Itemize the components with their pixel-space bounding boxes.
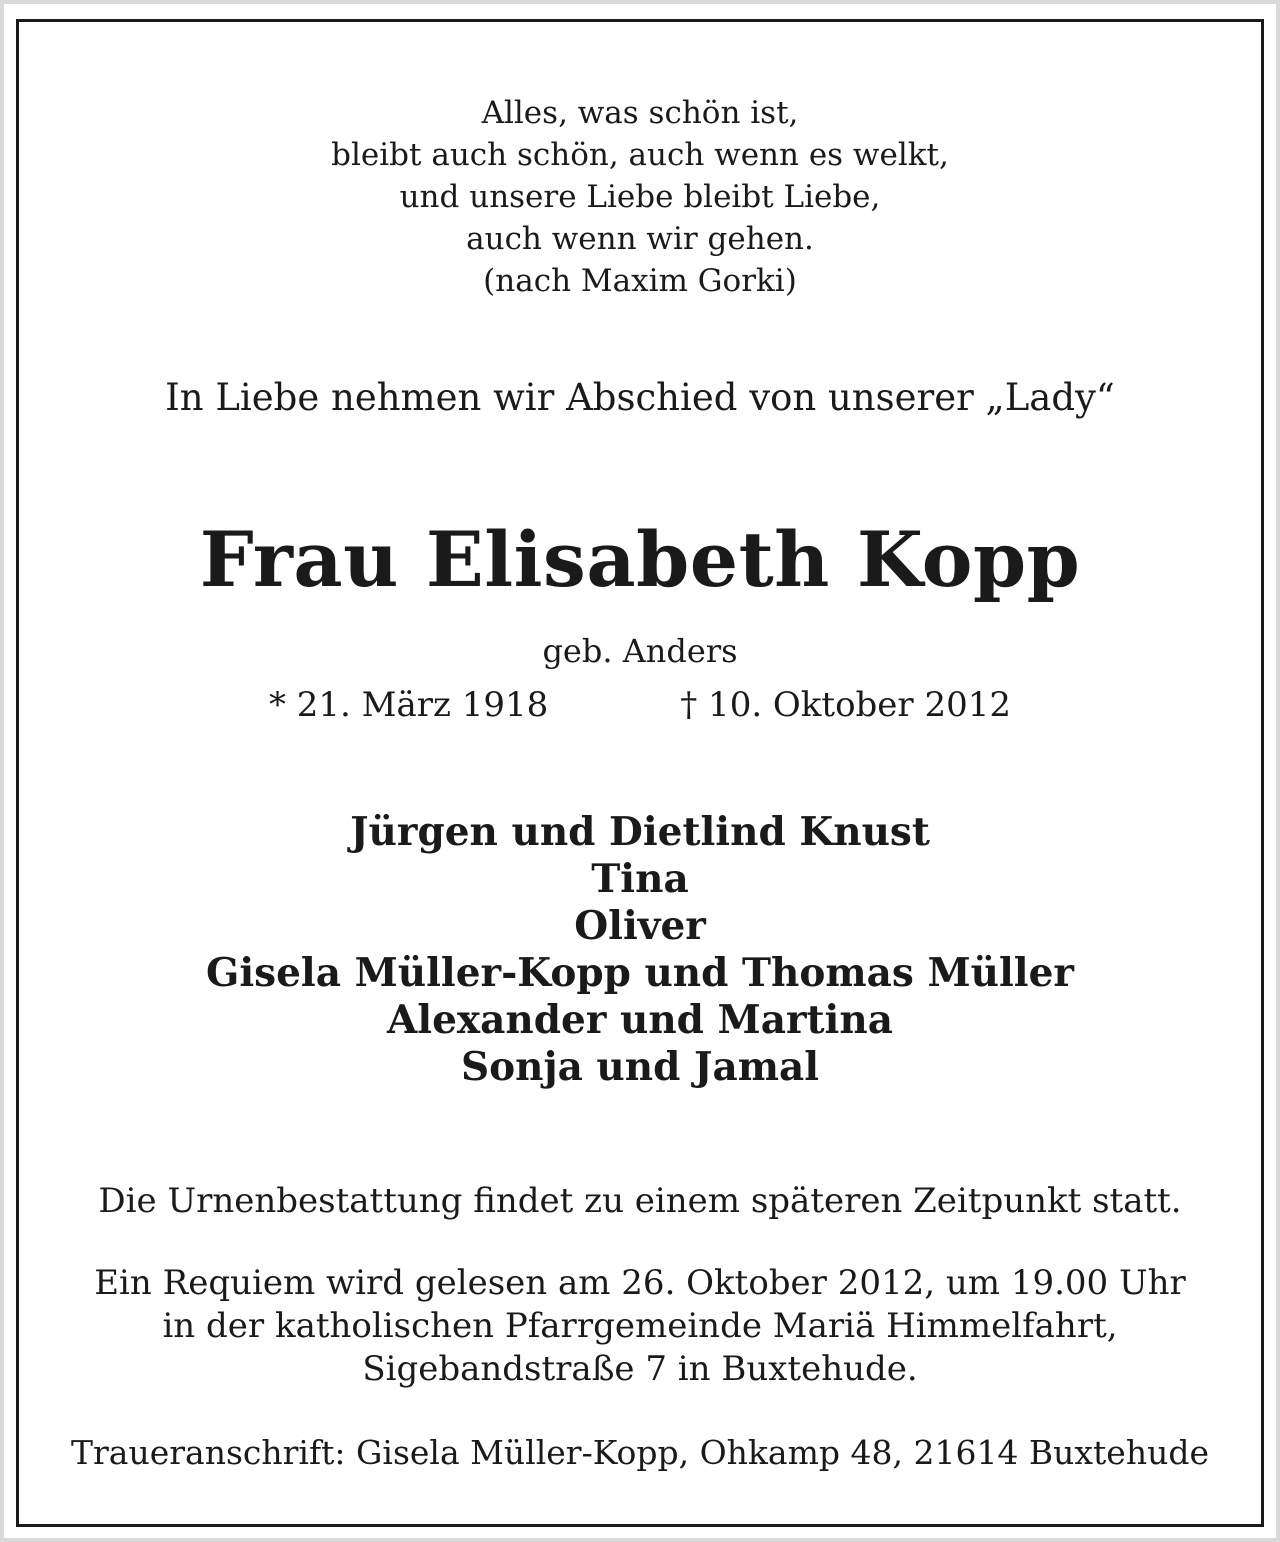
motto-quote [19, 92, 1261, 302]
mourner-line: Oliver [574, 903, 706, 949]
motto-attribution: (nach Maxim Gorki) [483, 263, 797, 299]
birth-name: geb. Anders [542, 632, 738, 670]
mourner-line: Gisela Müller-Kopp und Thomas Müller [206, 950, 1074, 996]
mourners-list [19, 809, 1261, 1091]
motto-line: und unsere Liebe bleibt Liebe, [399, 179, 881, 215]
motto-line: auch wenn wir gehen. [466, 221, 814, 257]
motto-line: Alles, was schön ist, [481, 95, 799, 131]
requiem-line: Sigebandstraße 7 in Buxtehude. [362, 1349, 918, 1389]
mourner-line: Tina [591, 856, 689, 902]
birth-date: * 21. März 1918 [268, 685, 549, 725]
requiem-line: in der katholischen Pfarrgemeinde Mariä Himmelfahrt, [162, 1306, 1118, 1346]
motto-line: bleibt auch schön, auch wenn es welkt, [331, 137, 949, 173]
mourner-line: Sonja und Jamal [460, 1044, 820, 1090]
obituary-frame [16, 19, 1264, 1527]
mourner-line: Alexander und Martina [387, 997, 893, 1043]
requiem-notice [19, 1262, 1261, 1391]
mourner-line: Jürgen und Dietlind Knust [350, 809, 930, 855]
farewell-intro: In Liebe nehmen wir Abschied von unserer „Lady“ [165, 376, 1115, 419]
requiem-line: Ein Requiem wird gelesen am 26. Oktober 2012, um 19.00 Uhr [94, 1263, 1186, 1303]
burial-notice: Die Urnenbestattung findet zu einem späteren Zeitpunkt statt. [98, 1181, 1182, 1221]
life-dates [19, 682, 1261, 728]
deceased-name: Frau Elisabeth Kopp [199, 515, 1081, 604]
mourning-address: Traueranschrift: Gisela Müller-Kopp, Ohkamp 48, 21614 Buxtehude [71, 1433, 1209, 1472]
death-date: † 10. Oktober 2012 [680, 685, 1012, 725]
